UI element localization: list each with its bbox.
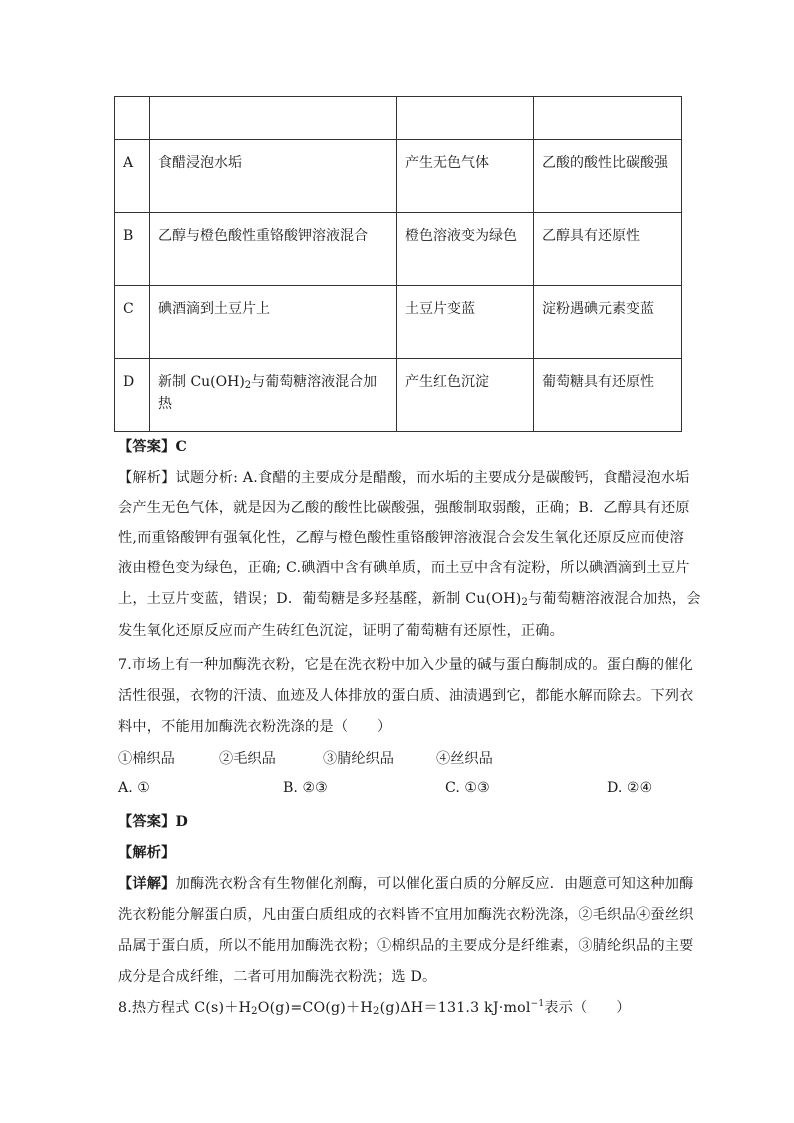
analysis-line: 【解析】试题分析: A.食醋的主要成分是醋酸，而水垢的主要成分是碳酸钙，食醋浸泡水垢 xyxy=(118,470,690,486)
row-label: D xyxy=(115,359,150,432)
conclusion-cell: 乙酸的酸性比碳酸强 xyxy=(534,140,682,213)
operation-cell: 碘酒滴到土豆片上 xyxy=(150,286,397,359)
table-row xyxy=(115,213,682,286)
q7-answer: 【答案】D xyxy=(118,814,189,830)
analysis-text: 上，土豆片变蓝，错误；D．葡萄糖是多羟基醛，新制 Cu(OH) xyxy=(118,591,522,607)
q7-stem-line: 活性很强，衣物的汗渍、血迹及人体排放的蛋白质、油渍遇到它，都能水解而除去。下列衣 xyxy=(118,688,694,704)
q8-text: 8.热方程式 C(s)＋H xyxy=(118,1000,252,1016)
q8-stem xyxy=(118,997,631,1017)
q7-option-c: C. ①③ xyxy=(445,780,490,796)
q7-stem-line: 7.市场上有一种加酶洗衣粉，它是在洗衣粉中加入少量的碱与蛋白酶制成的。蛋白酶的催化 xyxy=(118,657,694,673)
q7-option-d: D. ②④ xyxy=(607,780,653,796)
q7-analysis-label: 【解析】 xyxy=(118,845,176,861)
phenomenon-cell: 土豆片变蓝 xyxy=(397,286,534,359)
q7-item: ①棉织品 xyxy=(118,751,175,767)
table-row xyxy=(115,286,682,359)
analysis-line: 发生氧化还原反应而产生砖红色沉淀，证明了葡萄糖有还原性，正确。 xyxy=(118,623,565,639)
subscript: 2 xyxy=(251,1006,258,1017)
q8-text: (g)ΔH＝131.3 kJ·mol xyxy=(379,1000,531,1016)
analysis-line: 性,而重铬酸钾有强氧化性，乙醇与橙色酸性重铬酸钾溶液混合会发生氧化还原反应而使溶 xyxy=(118,530,684,546)
detail-text: 加酶洗衣粉含有生物催化剂酶，可以催化蛋白质的分解反应．由题意可知这种加酶 xyxy=(175,876,694,892)
q7-option-a: A. ① xyxy=(118,780,150,796)
q7-option-b: B. ②③ xyxy=(283,780,328,796)
q7-stem-line: 料中，不能用加酶洗衣粉洗涤的是（ ） xyxy=(118,719,392,735)
conclusion-cell: 乙醇具有还原性 xyxy=(534,213,682,286)
operation-cell: 食醋浸泡水垢 xyxy=(150,140,397,213)
detail-line: 品属于蛋白质，所以不能用加酶洗衣粉；①棉织品的主要成分是纤维素，③腈纶织品的主要 xyxy=(118,938,694,954)
subscript: 2 xyxy=(373,1006,380,1017)
q7-item: ②毛织品 xyxy=(219,751,276,767)
analysis-line: 液由橙色变为绿色，正确; C.碘酒中含有碘单质，而土豆中含有淀粉，所以碘酒滴到土豆片 xyxy=(118,560,690,576)
detail-label: 【详解】 xyxy=(118,876,176,892)
operation-cell xyxy=(150,359,397,432)
q7-item: ④丝织品 xyxy=(436,751,493,767)
phenomenon-cell: 产生无色气体 xyxy=(397,140,534,213)
operation-text: 新制 Cu(OH) xyxy=(158,374,245,390)
q8-text: O(g)=CO(g)＋H xyxy=(257,1000,374,1016)
superscript: −1 xyxy=(530,999,545,1009)
detail-line xyxy=(118,873,694,893)
analysis-text: 与葡萄糖溶液混合加热，会 xyxy=(528,591,701,607)
analysis-line xyxy=(118,588,701,608)
phenomenon-cell: 橙色溶液变为绿色 xyxy=(397,213,534,286)
operation-cell: 乙醇与橙色酸性重铬酸钾溶液混合 xyxy=(150,213,397,286)
q6-answer: 【答案】C xyxy=(118,439,188,455)
row-label: C xyxy=(115,286,150,359)
detail-line: 成分是合成纤维，二者可用加酶洗衣粉洗；选 D。 xyxy=(118,969,437,985)
experiment-table xyxy=(114,96,682,432)
phenomenon-cell: 产生红色沉淀 xyxy=(397,359,534,432)
conclusion-cell: 淀粉遇碘元素变蓝 xyxy=(534,286,682,359)
q8-text: 表示（ ） xyxy=(544,1000,631,1016)
operation-text: 与葡萄糖溶液混合加热 xyxy=(158,374,378,412)
q7-item: ③腈纶织品 xyxy=(323,751,394,767)
header-cell xyxy=(397,97,534,140)
row-label: B xyxy=(115,213,150,286)
subscript: 2 xyxy=(521,597,529,608)
detail-line: 洗衣粉能分解蛋白质，凡由蛋白质组成的衣料皆不宜用加酶洗衣粉洗涤，②毛织品④蚕丝织 xyxy=(118,907,694,923)
table-header-row xyxy=(115,97,682,140)
row-label: A xyxy=(115,140,150,213)
conclusion-cell: 葡萄糖具有还原性 xyxy=(534,359,682,432)
table-row xyxy=(115,359,682,432)
table-row xyxy=(115,140,682,213)
header-cell xyxy=(115,97,150,140)
analysis-line: 会产生无色气体，就是因为乙酸的酸性比碳酸强，强酸制取弱酸，正确；B．乙醇具有还原 xyxy=(118,500,690,516)
header-cell xyxy=(150,97,397,140)
subscript: 2 xyxy=(244,380,252,391)
header-cell xyxy=(534,97,682,140)
